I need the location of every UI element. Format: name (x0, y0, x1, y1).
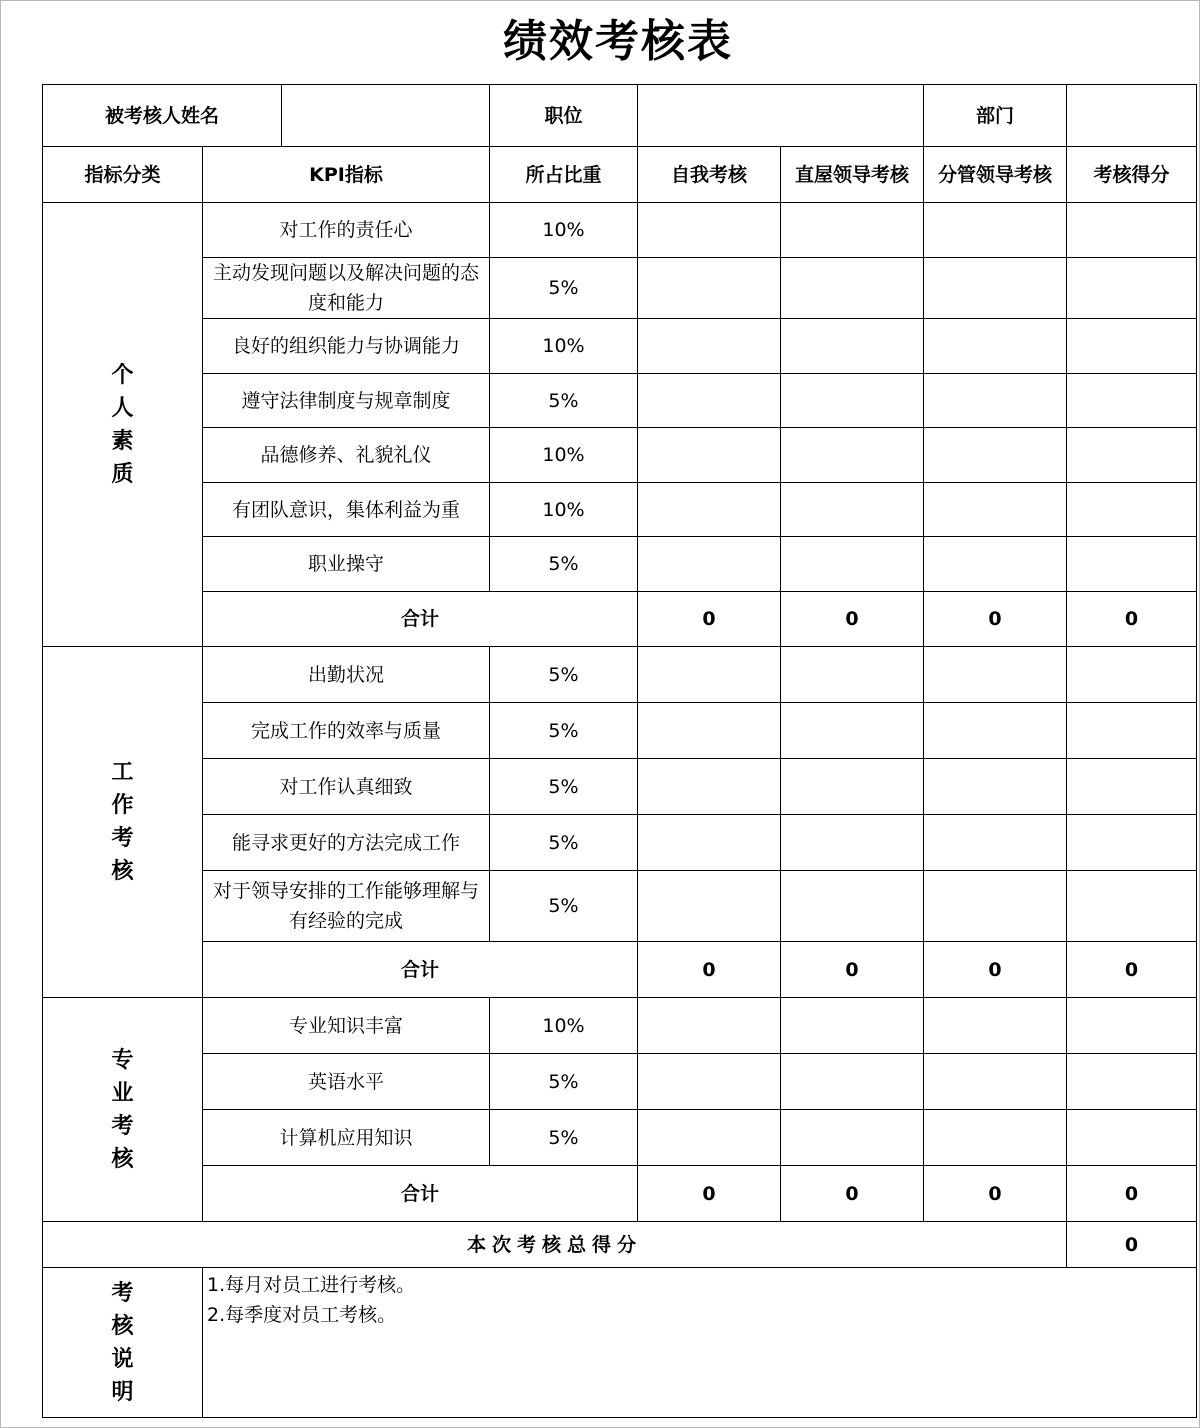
category-cell (43, 203, 203, 647)
kpi-label: 能寻求更好的方法完成工作 (203, 815, 490, 871)
kpi-row (43, 703, 1197, 759)
category-label: 专业考核 (111, 1047, 134, 1172)
kpi-row (43, 374, 1197, 428)
kpi-row (43, 203, 1197, 258)
col-header-category: 指标分类 (43, 147, 203, 203)
self-score-input[interactable] (638, 815, 781, 871)
col-header-score: 考核得分 (1067, 147, 1197, 203)
direct-leader-score-input[interactable] (781, 815, 924, 871)
score-input[interactable] (1067, 319, 1197, 374)
branch-leader-score-input[interactable] (924, 998, 1067, 1054)
kpi-row (43, 998, 1197, 1054)
branch-leader-score-input[interactable] (924, 258, 1067, 319)
subtotal-row (43, 1166, 1197, 1222)
notes-row (43, 1268, 1197, 1418)
self-score-input[interactable] (638, 258, 781, 319)
dept-label: 部门 (924, 85, 1067, 147)
score-input[interactable] (1067, 428, 1197, 483)
kpi-row (43, 759, 1197, 815)
kpi-row (43, 647, 1197, 703)
kpi-label: 职业操守 (203, 537, 490, 592)
kpi-label: 品德修养、礼貌礼仪 (203, 428, 490, 483)
direct-leader-score-input[interactable] (781, 374, 924, 428)
note-line: 2.每季度对员工考核。 (207, 1304, 397, 1326)
name-label: 被考核人姓名 (43, 85, 282, 147)
score-input[interactable] (1067, 1110, 1197, 1166)
weight-value: 5% (490, 1110, 638, 1166)
weight-value: 5% (490, 1054, 638, 1110)
category-label: 工作考核 (111, 760, 134, 884)
self-score-input[interactable] (638, 871, 781, 942)
kpi-label: 有团队意识，集体利益为重 (203, 483, 490, 537)
self-score-input[interactable] (638, 1110, 781, 1166)
dept-value-field[interactable] (1067, 85, 1197, 147)
kpi-row (43, 537, 1197, 592)
subtotal-score: 0 (1067, 1166, 1197, 1222)
subtotal-direct: 0 (781, 942, 924, 998)
kpi-label: 英语水平 (203, 1054, 490, 1110)
weight-value: 10% (490, 203, 638, 258)
name-value-field[interactable] (282, 85, 490, 147)
subtotal-score: 0 (1067, 942, 1197, 998)
weight-value: 10% (490, 319, 638, 374)
kpi-row (43, 483, 1197, 537)
category-cell (43, 998, 203, 1222)
kpi-row (43, 1110, 1197, 1166)
kpi-row (43, 428, 1197, 483)
kpi-label: 良好的组织能力与协调能力 (203, 319, 490, 374)
self-score-input[interactable] (638, 203, 781, 258)
total-row (43, 1222, 1197, 1268)
subtotal-direct: 0 (781, 592, 924, 647)
branch-leader-score-input[interactable] (924, 1110, 1067, 1166)
score-input[interactable] (1067, 483, 1197, 537)
subtotal-direct: 0 (781, 1166, 924, 1222)
kpi-label: 计算机应用知识 (203, 1110, 490, 1166)
self-score-input[interactable] (638, 759, 781, 815)
self-score-input[interactable] (638, 537, 781, 592)
branch-leader-score-input[interactable] (924, 871, 1067, 942)
subtotal-label: 合计 (203, 592, 638, 647)
weight-value: 10% (490, 998, 638, 1054)
branch-leader-score-input[interactable] (924, 703, 1067, 759)
category-label: 个人素质 (111, 362, 134, 487)
score-input[interactable] (1067, 537, 1197, 592)
kpi-label: 出勤状况 (203, 647, 490, 703)
column-header-row (43, 147, 1197, 203)
direct-leader-score-input[interactable] (781, 871, 924, 942)
direct-leader-score-input[interactable] (781, 428, 924, 483)
total-label: 本次考核总得分 (43, 1222, 1067, 1268)
category-cell (43, 647, 203, 998)
self-score-input[interactable] (638, 1054, 781, 1110)
weight-value: 5% (490, 703, 638, 759)
weight-value: 5% (490, 258, 638, 319)
header-info-row (43, 85, 1197, 147)
branch-leader-score-input[interactable] (924, 759, 1067, 815)
self-score-input[interactable] (638, 319, 781, 374)
score-input[interactable] (1067, 647, 1197, 703)
direct-leader-score-input[interactable] (781, 483, 924, 537)
weight-value: 5% (490, 374, 638, 428)
subtotal-branch: 0 (924, 942, 1067, 998)
subtotal-self: 0 (638, 592, 781, 647)
branch-leader-score-input[interactable] (924, 815, 1067, 871)
weight-value: 5% (490, 537, 638, 592)
score-input[interactable] (1067, 871, 1197, 942)
weight-value: 10% (490, 428, 638, 483)
kpi-label: 专业知识丰富 (203, 998, 490, 1054)
kpi-label: 主动发现问题以及解决问题的态度和能力 (203, 258, 490, 319)
branch-leader-score-input[interactable] (924, 483, 1067, 537)
subtotal-branch: 0 (924, 592, 1067, 647)
kpi-label: 对工作认真细致 (203, 759, 490, 815)
subtotal-branch: 0 (924, 1166, 1067, 1222)
appraisal-table (42, 84, 1197, 1418)
branch-leader-score-input[interactable] (924, 203, 1067, 258)
branch-leader-score-input[interactable] (924, 428, 1067, 483)
col-header-branch: 分管领导考核 (924, 147, 1067, 203)
self-score-input[interactable] (638, 374, 781, 428)
direct-leader-score-input[interactable] (781, 258, 924, 319)
branch-leader-score-input[interactable] (924, 647, 1067, 703)
col-header-self: 自我考核 (638, 147, 781, 203)
kpi-row (43, 1054, 1197, 1110)
kpi-row (43, 871, 1197, 942)
weight-value: 10% (490, 483, 638, 537)
weight-value: 5% (490, 871, 638, 942)
col-header-direct: 直屋领导考核 (781, 147, 924, 203)
weight-value: 5% (490, 759, 638, 815)
subtotal-row (43, 942, 1197, 998)
direct-leader-score-input[interactable] (781, 203, 924, 258)
branch-leader-score-input[interactable] (924, 537, 1067, 592)
direct-leader-score-input[interactable] (781, 759, 924, 815)
total-value: 0 (1067, 1222, 1197, 1268)
col-header-weight: 所占比重 (490, 147, 638, 203)
subtotal-self: 0 (638, 1166, 781, 1222)
kpi-row (43, 815, 1197, 871)
self-score-input[interactable] (638, 428, 781, 483)
kpi-label: 完成工作的效率与质量 (203, 703, 490, 759)
score-input[interactable] (1067, 374, 1197, 428)
score-input[interactable] (1067, 1054, 1197, 1110)
note-line: 1.每月对员工进行考核。 (207, 1274, 416, 1296)
weight-value: 5% (490, 815, 638, 871)
direct-leader-score-input[interactable] (781, 1054, 924, 1110)
position-label: 职位 (490, 85, 638, 147)
self-score-input[interactable] (638, 647, 781, 703)
notes-text-cell[interactable] (203, 1268, 1197, 1418)
self-score-input[interactable] (638, 483, 781, 537)
branch-leader-score-input[interactable] (924, 1054, 1067, 1110)
self-score-input[interactable] (638, 703, 781, 759)
self-score-input[interactable] (638, 998, 781, 1054)
kpi-label: 对工作的责任心 (203, 203, 490, 258)
branch-leader-score-input[interactable] (924, 374, 1067, 428)
score-input[interactable] (1067, 703, 1197, 759)
subtotal-row (43, 592, 1197, 647)
page-title: 绩效考核表 (503, 16, 733, 67)
weight-value: 5% (490, 647, 638, 703)
kpi-label: 对于领导安排的工作能够理解与有经验的完成 (203, 871, 490, 942)
direct-leader-score-input[interactable] (781, 319, 924, 374)
subtotal-score: 0 (1067, 592, 1197, 647)
direct-leader-score-input[interactable] (781, 703, 924, 759)
subtotal-label: 合计 (203, 1166, 638, 1222)
subtotal-self: 0 (638, 942, 781, 998)
score-input[interactable] (1067, 815, 1197, 871)
score-input[interactable] (1067, 203, 1197, 258)
direct-leader-score-input[interactable] (781, 647, 924, 703)
kpi-row (43, 319, 1197, 374)
direct-leader-score-input[interactable] (781, 998, 924, 1054)
direct-leader-score-input[interactable] (781, 1110, 924, 1166)
branch-leader-score-input[interactable] (924, 319, 1067, 374)
score-input[interactable] (1067, 759, 1197, 815)
score-input[interactable] (1067, 998, 1197, 1054)
notes-category: 考核说明 (111, 1280, 134, 1405)
position-value-field[interactable] (638, 85, 924, 147)
notes-category-cell (43, 1268, 203, 1418)
col-header-kpi: KPI指标 (203, 147, 490, 203)
direct-leader-score-input[interactable] (781, 537, 924, 592)
kpi-label: 遵守法律制度与规章制度 (203, 374, 490, 428)
kpi-row (43, 258, 1197, 319)
subtotal-label: 合计 (203, 942, 638, 998)
score-input[interactable] (1067, 258, 1197, 319)
